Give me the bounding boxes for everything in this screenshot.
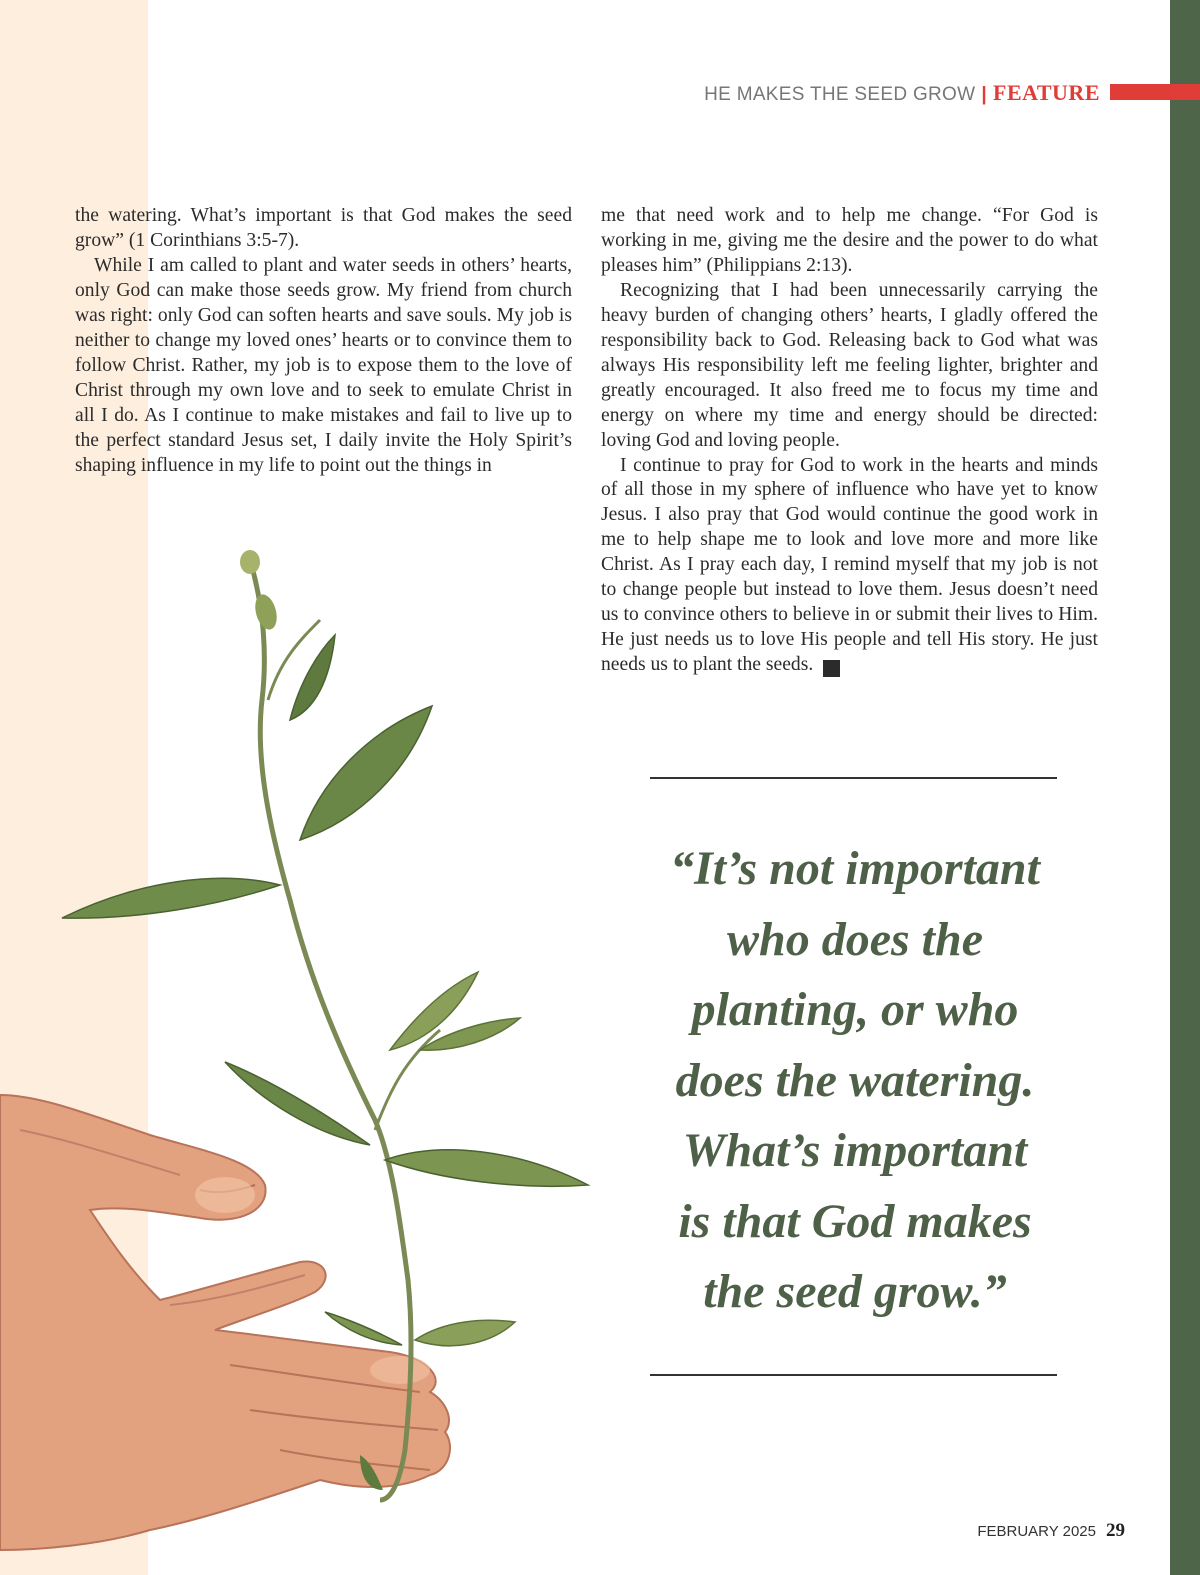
running-head-title: HE MAKES THE SEED GROW: [704, 84, 976, 105]
pull-quote-line: “It’s not important: [670, 842, 1040, 895]
paragraph-text: I continue to pray for God to work in the hearts and minds of all those in my sphere of influence who have yet to know Jesus. I also pray that God would continue the good work in me to help shape me to look and love more and more like Christ. As I pray each day, I remind myself that my job is not to change people but instead to love them. Jesus doesn’t need us to convince others to believe in or submit their lives to Him. He just needs us to love His people and tell His story. He just needs us to plant the seeds.: [601, 454, 1098, 676]
pull-quote-line: What’s important: [682, 1124, 1028, 1177]
page-footer: [900, 1520, 1125, 1543]
pull-quote-line: does the watering.: [675, 1053, 1035, 1107]
end-of-article-icon: ✎: [823, 660, 840, 677]
pull-quote-line: who does the: [726, 912, 984, 966]
paragraph-final: [601, 454, 1098, 679]
pull-quote-line: the seed grow.”: [703, 1265, 1007, 1318]
paragraph: me that need work and to help me change. “For God is working in me, giving me the desire and the power to do what pleases him” (Philippians 2:13).: [601, 205, 1098, 276]
body-column-left: [75, 204, 572, 478]
pull-quote: [620, 834, 1090, 1328]
running-head: [600, 80, 1100, 108]
pull-quote-line: is that God makes: [678, 1194, 1032, 1248]
pull-quote-top-rule: [650, 777, 1057, 779]
hand-icon: [0, 1095, 450, 1550]
paragraph: the watering. What’s important is that God makes the seed grow” (1 Corinthians 3:5-7).: [75, 205, 572, 251]
hand-holding-seedling-illustration: [0, 540, 600, 1575]
paragraph: Recognizing that I had been unnecessarily carrying the heavy burden of changing others’ hearts, I gladly offered the responsibility back to God. Releasing back to God what was always His responsibility left me feeling lighter, brighter and greatly encouraged. It also freed me to focus my time and energy on where my time and energy should be directed: loving God and loving people.: [601, 279, 1098, 451]
pull-quote-bottom-rule: [650, 1374, 1057, 1376]
issue-date: FEBRUARY 2025: [977, 1523, 1096, 1540]
paragraph: While I am called to plant and water seeds in others’ hearts, only God can make those seeds grow. My friend from church was right: only God can soften hearts and save souls. My job is neither to change my loved ones’ hearts or to convince them to follow Christ. Rather, my job is to expose them to the love of Christ through my own love and to seek to emulate Christ in all I do. As I continue to make mistakes and fail to live up to the perfect standard Jesus set, I daily invite the Holy Spirit’s shaping influence in my life to point out the things in: [75, 254, 572, 476]
pull-quote-line: planting, or who: [691, 983, 1019, 1036]
section-red-rule: [1110, 84, 1200, 100]
body-column-right: [601, 204, 1098, 678]
section-label: FEATURE: [993, 80, 1100, 105]
page-number: 29: [1106, 1520, 1125, 1541]
right-green-bar: [1170, 0, 1200, 1575]
running-head-separator: |: [981, 84, 987, 105]
